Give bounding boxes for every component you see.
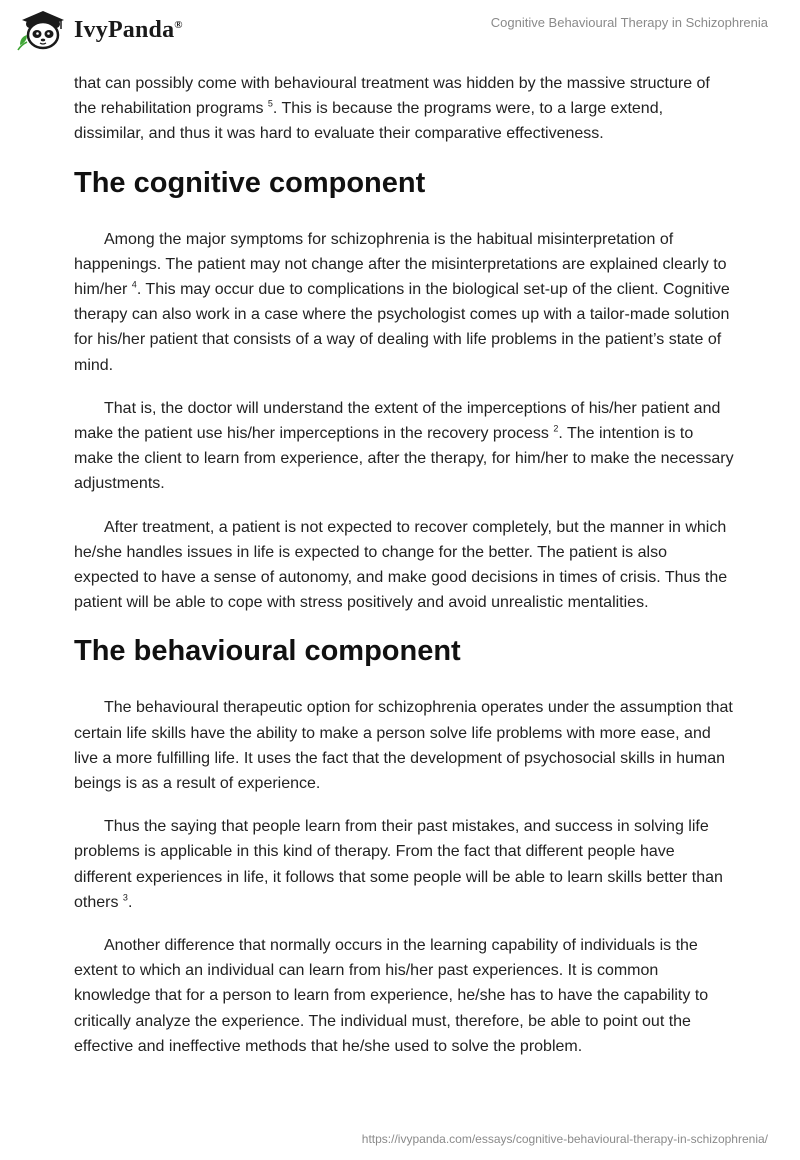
page-header xyxy=(0,0,800,70)
citation-ref: 3 xyxy=(122,892,128,903)
ivypanda-logo[interactable] xyxy=(16,9,183,51)
paragraph: Thus the saying that people learn from their past mistakes, and success in solving life problems is applicable in this kind of therapy. From the fact that different people have different experiences in life, it follows that some people will be able to learn skills better than others $^3$. xyxy=(74,818,723,911)
brand-name: IvyPanda® xyxy=(74,16,183,43)
document-title: Cognitive Behavioural Therapy in Schizophrenia xyxy=(490,15,768,30)
source-url[interactable]: https://ivypanda.com/essays/cognitive-behavioural-therapy-in-schizophrenia/ xyxy=(361,1132,768,1146)
paragraph: Among the major symptoms for schizophrenia is the habitual misinterpretation of happenings. The patient may not change after the misinterpretations are explained clearly to him/her $^4$. This may occur due to complications in the biological set-up of the client. Cognitive therapy can also work in a case where the psychologist comes up with a tailor-made solution for his/her patient that consists of a way of dealing with life problems in the patient’s state of mind. xyxy=(74,230,730,374)
citation-ref: 2 xyxy=(553,423,559,434)
article-body xyxy=(74,71,734,1077)
panda-graduate-logo-icon xyxy=(16,9,68,51)
paragraph: That is, the doctor will understand the extent of the imperceptions of his/her patient and make the patient use his/her imperceptions in the recovery process $^2$. The intention is to make the client to learn from experience, after the therapy, for him/her to make the necessary adjustments. xyxy=(74,399,734,493)
paragraph: The behavioural therapeutic option for schizophrenia operates under the assumption that certain life skills have the ability to make a person solve life problems with more ease, and live a more fulfilling life. It uses the fact that the development of psychosocial skills in human beings is as a result of experience. xyxy=(74,699,733,793)
paragraph: Another difference that normally occurs in the learning capability of individuals is the extent to which an individual can learn from his/her past experiences. It is common knowledge that for a person to learn from experience, he/she has to have the capability to critically analyze the experience. The individual must, therefore, be able to point out the effective and ineffective methods that he/she used to solve the problem. xyxy=(74,937,709,1055)
section-heading-cognitive: The cognitive component xyxy=(74,166,426,199)
paragraph: After treatment, a patient is not expected to recover completely, but the manner in which he/she handles issues in life is expected to change for the better. The patient is also expected to have a sense of autonomy, and make good decisions in times of crisis. Thus the patient will be able to cope with stress positively and avoid unrealistic mentalities. xyxy=(74,518,728,612)
paragraph: that can possibly come with behavioural treatment was hidden by the massive structure of the rehabilitation programs $^5$. This is because the programs were, to a large extend, dissimilar, and thus it was hard to evaluate their comparative effectiveness. xyxy=(74,75,710,143)
section-heading-behavioural: The behavioural component xyxy=(74,635,461,668)
citation-ref: 5 xyxy=(267,98,273,109)
citation-ref: 4 xyxy=(131,279,137,290)
